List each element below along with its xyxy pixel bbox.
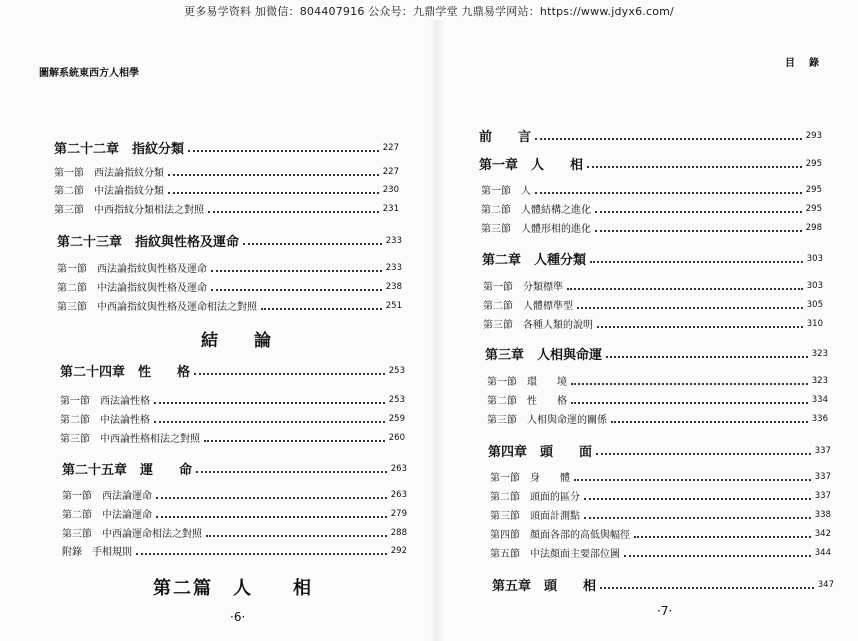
toc-chapter[interactable]: 第二十三章 指紋與性格及運命 233: [57, 235, 402, 250]
toc-section[interactable]: 第三節 中西論運命相法之對照 288: [62, 527, 407, 540]
toc-section[interactable]: 第二節 中法論運命 279: [62, 508, 407, 521]
toc-chapter[interactable]: 第二十四章 性 格 253: [60, 365, 405, 380]
part-heading: 第二篇 人 相: [153, 578, 313, 599]
toc-chapter[interactable]: 第三章 人相與命運 323: [485, 348, 828, 363]
toc-preface[interactable]: 前 言 293: [479, 130, 822, 145]
top-banner: 更多易学资料 加微信：804407916 公众号：九鼎学堂 九鼎易学网站：https://www.jdyx6.com/: [184, 5, 674, 18]
toc-chapter[interactable]: 第五章 頭 相 347: [492, 579, 834, 594]
toc-section[interactable]: 第二節 中法論指紋分類 230: [54, 184, 399, 197]
toc-section[interactable]: 第三節 中西指紋分類相法之對照 231: [54, 203, 399, 216]
toc-appendix[interactable]: 附錄 手相規則 292: [62, 545, 407, 558]
toc-section[interactable]: 第二節 頭面的區分 337: [490, 490, 831, 503]
toc-section[interactable]: 第一節 分類標準 303: [483, 280, 823, 293]
toc-section[interactable]: 第一節 人 295: [481, 184, 822, 197]
toc-section[interactable]: 第四節 顏面各部的高低與幅徑 342: [490, 528, 831, 541]
right-page-number: ·7·: [657, 604, 673, 618]
toc-section[interactable]: 第三節 各種人類的說明 310: [483, 318, 823, 331]
toc-section[interactable]: 第三節 人相與命運的關係 336: [487, 413, 828, 426]
toc-section[interactable]: 第一節 西法論性格 253: [60, 394, 405, 407]
toc-section[interactable]: 第一節 身 體 337: [490, 471, 831, 484]
toc-chapter[interactable]: 第一章 人 相 295: [479, 158, 822, 173]
toc-chapter[interactable]: 第二十五章 運 命 263: [62, 463, 407, 478]
toc-section[interactable]: 第三節 中西論指紋與性格及運命相法之對照 251: [57, 300, 402, 313]
toc-section[interactable]: 第三節 頭面計測點 338: [490, 509, 831, 522]
toc-section[interactable]: 第二節 中法論指紋與性格及運命 238: [57, 281, 402, 294]
toc-chapter[interactable]: 第二十二章 指紋分類 227: [54, 142, 399, 157]
toc-section[interactable]: 第一節 西法論運命 263: [62, 489, 407, 502]
book-gutter: [430, 20, 444, 641]
right-running-head: 目錄: [785, 58, 833, 69]
toc-section[interactable]: 第五節 中法顏面主要部位圖 344: [490, 547, 831, 560]
toc-section[interactable]: 第一節 環 境 323: [487, 375, 828, 388]
toc-section[interactable]: 第二節 性 格 334: [487, 394, 828, 407]
toc-section[interactable]: 第二節 中法論性格 259: [60, 413, 405, 426]
toc-section[interactable]: 第二節 人體結構之進化 295: [481, 203, 822, 216]
toc-section[interactable]: 第三節 人體形相的進化 298: [481, 222, 822, 235]
toc-section[interactable]: 第一節 西法論指紋分類 227: [54, 166, 399, 179]
toc-section[interactable]: 第三節 中西論性格相法之對照 260: [60, 432, 405, 445]
toc-chapter[interactable]: 第四章 頭 面 337: [488, 445, 831, 460]
toc-section[interactable]: 第二節 人體標準型 305: [483, 299, 823, 312]
left-running-title: 圖解系統東西方人相學: [39, 68, 139, 79]
conclusion-heading: 結論: [201, 331, 307, 351]
left-page-number: ·6·: [230, 610, 246, 624]
toc-section[interactable]: 第一節 西法論指紋與性格及運命 233: [57, 262, 402, 275]
toc-chapter[interactable]: 第二章 人種分類 303: [482, 253, 823, 268]
